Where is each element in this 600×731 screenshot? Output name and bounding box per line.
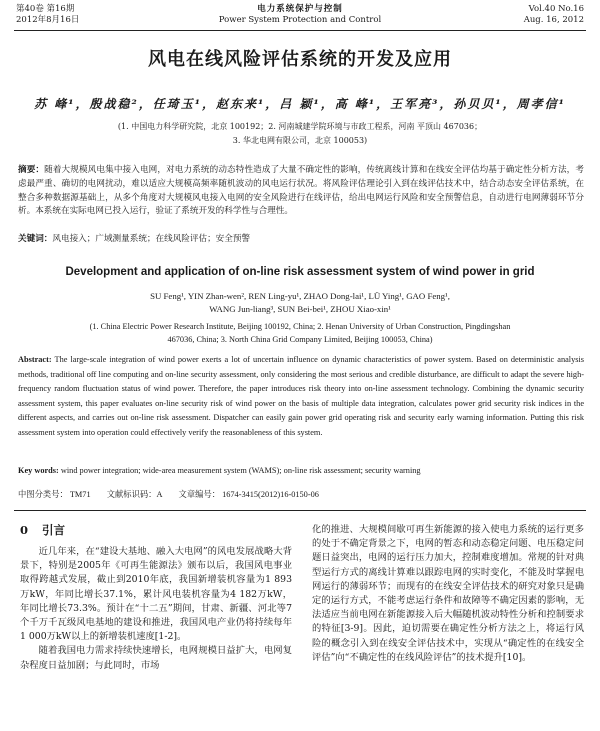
keywords-en-label: Key words: xyxy=(18,466,59,475)
header-rule xyxy=(14,30,586,31)
authors-cn: 苏 峰¹，殷战稳²，任琦玉¹，赵东来¹，吕 颖¹，高 峰¹，王军亮³，孙贝贝¹，周孝信¹ xyxy=(34,97,566,111)
affiliation-en-line2: 467036, China; 3. North China Grid Company Limited, Beijing 100053, China) xyxy=(167,334,433,344)
volume-issue-en: Vol.40 No.16 xyxy=(528,4,584,14)
document-code: 文献标识码：A xyxy=(106,490,163,499)
abstract-cn-label: 摘要： xyxy=(18,165,45,175)
keywords-cn-text: 风电接入；广域测量系统；在线风险评估；安全预警 xyxy=(52,234,251,244)
intro-paragraph-1: 近几年来，在“建设大基地、融入大电网”的风电发展战略大背景下，特别是2005年《可再生能源法》颁布以后，我国风电事业取得跨越式发展，截止到2010年底，我国新增装机容量为1 893万kW，年同比增长37.1%，累计风电装机容量为4 182万kW，年同比增长73.3%。预计在“十二五”期间，甘肃、新疆、河北等7个千万千瓦级风电基地的建设和推进，我国风电产业仍将持续每年1 000万kW以上的新增装机速度[1-2]。 xyxy=(20,546,292,643)
running-header-right xyxy=(524,4,584,26)
classification-line xyxy=(18,488,584,500)
authors-en-line1: SU Feng¹, YIN Zhan-wen², REN Ling-yu¹, ZHAO Dong-lai¹, LÜ Ying¹, GAO Feng¹, xyxy=(150,291,450,301)
section-heading-intro xyxy=(20,523,292,537)
intro-paragraph-2-continued: 化的推进、大规模间歇可再生新能源的接入使电力系统的运行更多的处于不确定背景之下，电网的暂态和动态稳定问题、电压稳定问题日益突出，电网的运行压力加大，控制难度增加。常规的针对典型运行方式的离线计算难以跟踪电网的实时变化，不能及时掌握电网运行的薄弱环节；而现有的在线安全评估技术的研究对象只是确定的运行方式，不能考虑运行条件和故障等不确定因素的影响，无法适应当前电网在新能源接入后大幅随机波动特性分析和控制要求的特征[3-9]。因此，迫切需要在确定性分析方法之上，将运行风险的概念引入到在线安全评估技术中，实现从“确定性的在线安全评估”向“不确定性的在线风险评估”的技术提升[10]。 xyxy=(312,524,584,663)
body-column-left xyxy=(20,523,292,673)
keywords-cn-label: 关键词： xyxy=(18,234,53,244)
affiliation-en-line1: (1. China Electric Power Research Institute, Beijing 100192, China; 2. Henan University of Urban Construction, Pingdingshan xyxy=(89,322,511,331)
section-title: 引言 xyxy=(42,523,66,537)
abstract-en xyxy=(18,353,584,441)
running-header-left xyxy=(16,4,79,26)
clc-number: 中图分类号： TM71 xyxy=(18,490,91,499)
intro-paragraph-2: 随着我国电力需求持续快速增长，电网规模日益扩大，电网复杂程度日益加剧；与此同时，市场 xyxy=(20,645,292,671)
publication-date: 2012年8月16日 xyxy=(16,15,80,25)
running-header-center xyxy=(160,4,440,26)
journal-name-cn: 电力系统保护与控制 xyxy=(257,4,343,14)
journal-name-en: Power System Protection and Control xyxy=(218,15,382,25)
volume-issue: 第40卷 第16期 xyxy=(16,4,75,14)
affiliation-cn-line1: (1. 中国电力科学研究院，北京 100192；2. 河南城建学院环境与市政工程系，河南 平顶山 467036； xyxy=(117,122,483,131)
authors-en-line2: WANG Jun-liang³, SUN Bei-bei¹, ZHOU Xiao-xin¹ xyxy=(209,303,391,314)
paper-title-cn: 风电在线风险评估系统的开发及应用 xyxy=(148,49,452,70)
keywords-en-text: wind power integration; wide-area measurement system (WAMS); on-line risk assessment; security warning xyxy=(60,466,421,475)
abstract-en-label: Abstract: xyxy=(18,355,52,364)
abstract-cn xyxy=(18,164,584,219)
publication-date-en: Aug. 16, 2012 xyxy=(523,15,584,25)
affiliation-en xyxy=(30,321,570,346)
section-number: 0 xyxy=(20,523,29,537)
authors-en xyxy=(60,290,540,315)
affiliation-cn-line2: 3. 华北电网有限公司，北京 100053) xyxy=(232,136,368,145)
article-number: 文章编号： 1674-3415(2012)16-0150-06 xyxy=(178,490,319,499)
keywords-cn xyxy=(18,232,584,244)
body-rule xyxy=(14,510,586,511)
body-column-right xyxy=(312,523,584,665)
abstract-en-text: The large-scale integration of wind power exerts a lot of uncertain influence on dynamic characteristics of power system. Based on deterministic analysis methods, traditional off line computing and on-line security assessment, only considering the most serious and credible disturbance, are difficult to adapt the severe high-frequency random fluctuation status of wind power. Therefore, the paper introduces risk theory into on-line assessment technology. Combining the dynamic security assessment system, this paper evaluates on-line security risk of wind power on the basis of multiple data integration, calculates power grid security risk indices in the different aspects, and carries out on-line risk assessment. Dispatcher can easily gain power grid operating risk and security early warning information. Putting this risk assessment system into operation could effectively verify the reasonableness of this system. xyxy=(18,355,584,437)
keywords-en xyxy=(18,466,584,475)
abstract-cn-text: 随着大规模风电集中接入电网，对电力系统的动态特性造成了大量不确定性的影响，传统离线计算和在线安全评估均基于确定性分析方法，考虑最严重、确切的电网扰动，难以适应大规模高频率随机波动的风电运行状况。将风险评估理论引入到在线评估技术中，结合动态安全评估系统，在整合多种数据源基础上，从多个角度对大规模风电接入电网的安全风险进行在线评估，给出电网运行风险和安全预警信息，自动进行电网薄弱环节分析。本系统在实际电网已投入运行，验证了系统开发的科学性与合理性。 xyxy=(18,165,584,217)
paper-title-en: Development and application of on-line risk assessment system of wind power in grid xyxy=(65,266,535,278)
